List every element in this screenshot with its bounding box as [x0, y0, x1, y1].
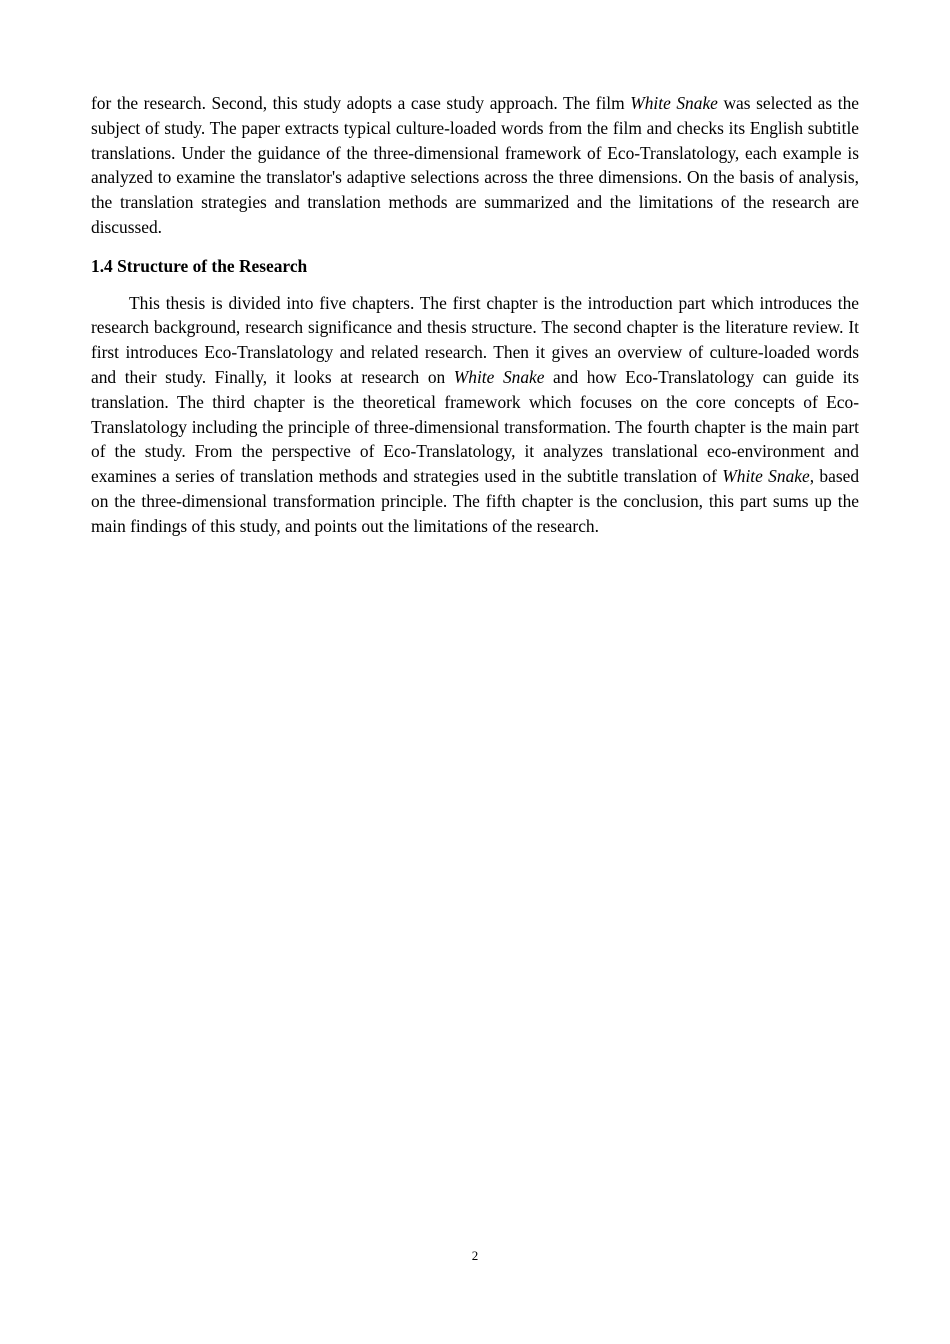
paragraph-text: was selected as the subject of study. The paper extracts typical culture-loaded words from the film and checks its English subtitle translations. Under the guidance of the three-dimensional framework of Eco-Translatology, each example is analyzed to examine the translator's adaptive selections across the three dimensions. On the basis of analysis, the translation strategies and translation methods are summarized and the limitations of the research are discussed.: [91, 93, 859, 237]
section-heading: 1.4 Structure of the Research: [91, 255, 308, 276]
paragraph-text: , based on the three-dimensional transformation principle. The fifth chapter is the conclusion, this part sums up the main findings of this study, and points out the limitations of the research.: [91, 466, 860, 536]
continued-paragraph: [91, 91, 859, 240]
paragraph-text: This thesis is divided into five chapters. The first chapter is the introduction part which introduces the research background, research significance and thesis structure. The second chapter is the literature review. It first introduces Eco-Translatology and related research. Then it gives an overview of culture-loaded words and their study. Finally, it looks at research on: [91, 292, 859, 387]
paragraph-text: and how Eco-Translatology can guide its translation. The third chapter is the theoretical framework which focuses on the core concepts of Eco-Translatology including the principle of three-dimensional transformation. The fourth chapter is the main part of the study. From the perspective of Eco-Translatology, it analyzes translational eco-environment and examines a series of translation methods and strategies used in the subtitle translation of: [91, 366, 860, 487]
page-number: 2: [471, 1248, 479, 1263]
structure-paragraph: [91, 291, 859, 539]
film-title: White Snake: [722, 466, 810, 487]
paragraph-text: for the research. Second, this study adopts a case study approach. The film: [91, 93, 631, 113]
film-title: White Snake: [630, 93, 718, 113]
document-body: [91, 91, 859, 539]
film-title: White Snake: [453, 366, 545, 387]
